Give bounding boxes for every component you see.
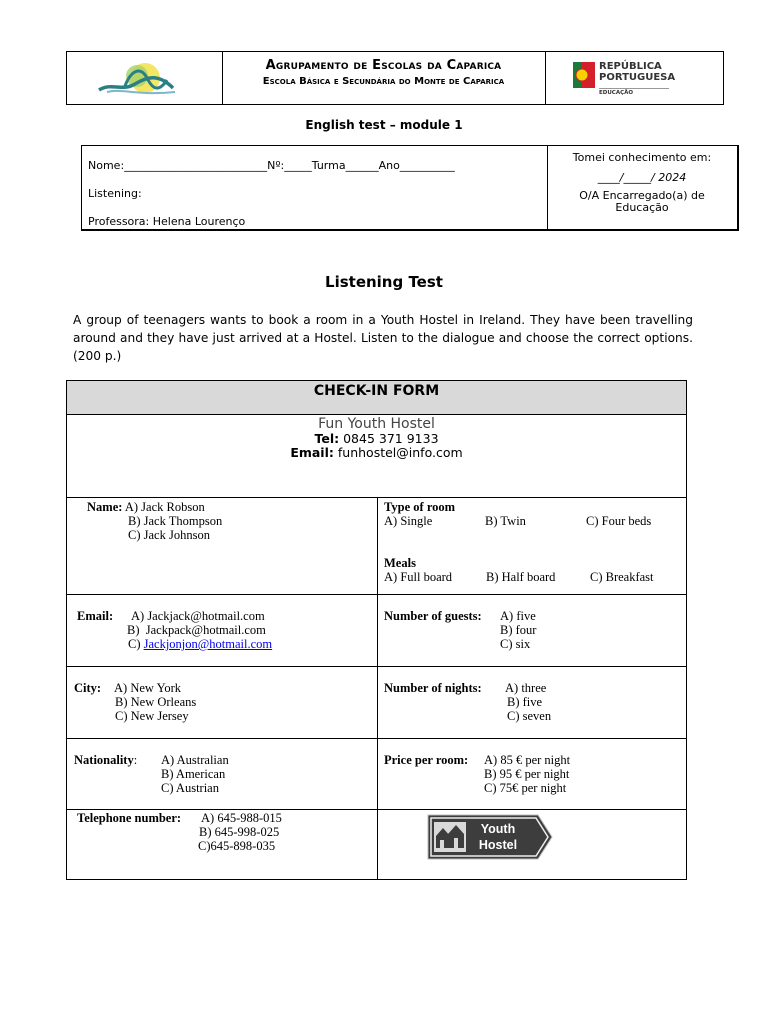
city-option-c[interactable]: C) New Jersey bbox=[115, 709, 189, 723]
price-option-c[interactable]: C) 75€ per night bbox=[484, 781, 567, 795]
school-names bbox=[222, 52, 546, 104]
school-logo bbox=[67, 52, 222, 104]
nationality-q-label: Nationality bbox=[74, 753, 134, 767]
guests-option-a[interactable]: A) five bbox=[500, 609, 536, 623]
form-row-phone bbox=[67, 810, 686, 879]
email-option-c-prefix: C) bbox=[128, 637, 141, 651]
price-q-label: Price per room: bbox=[384, 753, 469, 767]
room-option-a[interactable]: A) Single bbox=[384, 514, 433, 528]
test-subtitle: English test – module 1 bbox=[305, 118, 463, 132]
name-option-b[interactable]: B) Jack Thompson bbox=[128, 514, 223, 528]
student-info-box bbox=[81, 145, 739, 231]
nights-option-a[interactable]: A) three bbox=[505, 681, 547, 695]
price-option-a[interactable]: A) 85 € per night bbox=[484, 753, 571, 767]
republic-emblem-icon bbox=[573, 62, 595, 88]
page-heading: Listening Test bbox=[325, 273, 443, 291]
government-logo bbox=[545, 52, 723, 104]
meals-option-a[interactable]: A) Full board bbox=[384, 570, 453, 584]
nights-option-c[interactable]: C) seven bbox=[507, 709, 552, 723]
form-row-email-guests bbox=[67, 595, 686, 667]
form-title: CHECK-IN FORM bbox=[67, 381, 686, 415]
nights-q-label: Number of nights: bbox=[384, 681, 482, 695]
gov-line2: PORTUGUESA bbox=[599, 72, 676, 83]
phone-q-label: Telephone number: bbox=[77, 811, 182, 825]
email-option-a[interactable]: A) Jackjack@hotmail.com bbox=[131, 609, 265, 623]
form-row-name-room bbox=[67, 498, 686, 595]
room-option-c[interactable]: C) Four beds bbox=[586, 514, 652, 528]
name-q-label: Name: bbox=[87, 500, 123, 514]
form-row-nationality-price bbox=[67, 739, 686, 810]
school-header bbox=[66, 51, 724, 105]
date-line[interactable]: ____/_____/ 2024 bbox=[597, 171, 687, 184]
gov-line3: EDUCAÇÃO bbox=[599, 88, 669, 96]
city-option-a[interactable]: A) New York bbox=[114, 681, 182, 695]
listening-label: Listening: bbox=[88, 187, 142, 200]
form-row-city-nights bbox=[67, 667, 686, 739]
email-label: Email: bbox=[290, 445, 334, 460]
instructions: A group of teenagers wants to book a room in a Youth Hostel in Ireland. They have been travelling around and they have just arrived at a Hostel. Listen to the dialogue and choose the correct options. (200 p.) bbox=[73, 313, 693, 363]
name-line[interactable]: Nome:__________________________Nº:_____Turma______Ano__________ bbox=[88, 159, 455, 172]
nights-option-b[interactable]: B) five bbox=[507, 695, 543, 709]
guests-option-b[interactable]: B) four bbox=[500, 623, 537, 637]
email-option-c-link[interactable]: Jackjonjon@hotmail.com bbox=[143, 637, 273, 651]
hostel-name: Fun Youth Hostel bbox=[318, 416, 435, 432]
phone-option-c[interactable]: C)645-898-035 bbox=[198, 839, 276, 853]
email-option-b[interactable]: B) Jackpack@hotmail.com bbox=[127, 623, 266, 637]
guests-option-c[interactable]: C) six bbox=[500, 637, 531, 651]
sign-text-line2: Hostel bbox=[478, 838, 518, 852]
phone-option-a[interactable]: A) 645-988-015 bbox=[201, 811, 282, 825]
room-option-b[interactable]: B) Twin bbox=[485, 514, 526, 528]
hostel-info bbox=[67, 415, 686, 498]
ack-label: Tomei conhecimento em: bbox=[572, 151, 712, 164]
tel-label: Tel: bbox=[314, 431, 340, 446]
price-option-b[interactable]: B) 95 € per night bbox=[484, 767, 570, 781]
phone-option-b[interactable]: B) 645-998-025 bbox=[199, 825, 280, 839]
nationality-option-b[interactable]: B) American bbox=[161, 767, 226, 781]
teacher-label: Professora: Helena Lourenço bbox=[88, 215, 246, 228]
city-option-b[interactable]: B) New Orleans bbox=[115, 695, 197, 709]
check-in-form bbox=[66, 380, 687, 880]
meals-option-c[interactable]: C) Breakfast bbox=[590, 570, 654, 584]
name-option-a[interactable]: A) Jack Robson bbox=[124, 500, 205, 514]
email-value: funhostel@info.com bbox=[337, 445, 463, 460]
sign-text-line1: Youth bbox=[480, 822, 516, 836]
meals-option-b[interactable]: B) Half board bbox=[486, 570, 556, 584]
city-q-label: City: bbox=[74, 681, 102, 695]
school-logo-cell bbox=[67, 52, 223, 104]
tel-value: 0845 371 9133 bbox=[343, 431, 439, 446]
school-name: Escola Básica e Secundária do Monte de Caparica bbox=[262, 76, 505, 87]
nationality-option-c[interactable]: C) Austrian bbox=[161, 781, 219, 795]
nationality-option-a[interactable]: A) Australian bbox=[161, 753, 229, 767]
email-q-label: Email: bbox=[77, 609, 114, 623]
youth-hostel-sign-icon bbox=[426, 812, 556, 862]
school-group-name: Agrupamento de Escolas da Caparica bbox=[265, 58, 502, 73]
name-option-c[interactable]: C) Jack Johnson bbox=[128, 528, 210, 542]
room-q-label: Type of room bbox=[384, 500, 456, 514]
nationality-colon: : bbox=[133, 753, 138, 767]
guardian-label: O/A Encarregado(a) de Educação bbox=[579, 189, 705, 214]
meals-q-label: Meals bbox=[384, 556, 416, 570]
guests-q-label: Number of guests: bbox=[384, 609, 482, 623]
gov-line1: REPÚBLICA bbox=[599, 61, 662, 72]
